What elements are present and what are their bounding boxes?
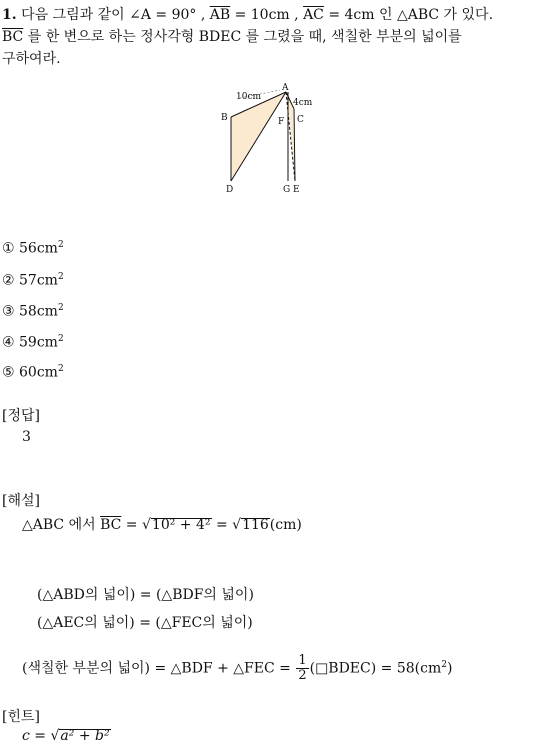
question-text-2: 를 한 변으로 하는 정사각형 BDEC 를 그렸을 때, 색칠한 부분의 넓이를 <box>23 29 462 45</box>
choice-value: 58cm <box>19 303 58 320</box>
closing-paren: ) <box>446 660 453 677</box>
sqrt-icon: √ <box>50 728 60 744</box>
label-g: G <box>283 185 291 195</box>
label-d: D <box>226 185 234 195</box>
question-line-2 <box>2 26 462 46</box>
choice-mark: ⑤ <box>2 364 15 381</box>
label-c: C <box>297 115 304 125</box>
segment-bc: $\overline{BC}$ <box>2 29 24 45</box>
fraction-half <box>296 654 308 683</box>
choice-value: 56cm <box>19 240 58 257</box>
length-ab: 10cm <box>236 92 262 102</box>
choice-exponent: 2 <box>57 272 64 282</box>
hint-formula <box>22 728 111 744</box>
segment-bc-solution: $\overline{BC}$ <box>100 517 122 533</box>
solution-line-1 <box>22 514 302 534</box>
choice-mark: ③ <box>2 303 15 320</box>
hint-label: [힌트] <box>2 709 40 725</box>
question-line-1 <box>2 4 493 24</box>
solution-line-4 <box>22 654 452 683</box>
choice-mark: ② <box>2 272 15 289</box>
equals-sign: = <box>121 517 142 533</box>
choice-1[interactable] <box>2 240 64 257</box>
hint-radicand: a² + b² <box>60 728 110 744</box>
result-exponent: 2 <box>441 659 447 670</box>
choice-2[interactable] <box>2 272 64 289</box>
question-number: 1. <box>2 7 17 23</box>
solution-line-3: (△AEC의 넓이) = (△FEC의 넓이) <box>37 615 253 631</box>
choice-3[interactable] <box>2 303 64 320</box>
radicand-2: 116 <box>242 517 269 533</box>
question-text-1c: = 4cm 인 △ABC 가 있다. <box>323 7 494 23</box>
choice-mark: ① <box>2 240 15 257</box>
choice-value: 60cm <box>19 364 58 381</box>
length-ac: 4cm <box>293 98 313 108</box>
choice-exponent: 2 <box>57 364 64 374</box>
solution-text: (색칠한 부분의 넓이) = △BDF + △FEC = <box>22 660 296 677</box>
solution-text: △ABC 에서 <box>22 517 101 533</box>
choice-mark: ④ <box>2 334 15 351</box>
choice-value: 59cm <box>19 334 58 351</box>
solution-line-2: (△ABD의 넓이) = (△BDF의 넓이) <box>37 587 254 603</box>
label-f: F <box>278 117 285 127</box>
fraction-denominator: 2 <box>298 668 307 683</box>
sqrt-icon: √ <box>232 517 242 533</box>
choice-4[interactable] <box>2 334 64 351</box>
equals-sign: = <box>211 517 233 533</box>
solution-result: (□BDEC) = 58(cm <box>309 660 442 677</box>
fraction-numerator: 1 <box>298 653 307 668</box>
question-line-3: 구하여라. <box>2 51 61 67</box>
choice-exponent: 2 <box>57 240 64 250</box>
label-e: E <box>293 185 300 195</box>
label-a: A <box>282 83 289 93</box>
choice-5[interactable] <box>2 364 64 381</box>
solution-label: [해설] <box>2 493 40 509</box>
sqrt-icon: √ <box>142 517 151 533</box>
radicand-1: 10² + 4² <box>151 517 211 533</box>
choice-exponent: 2 <box>57 303 64 313</box>
choice-exponent: 2 <box>57 334 64 344</box>
hint-text: c = <box>22 728 51 744</box>
geometry-figure <box>210 82 330 197</box>
question-text-1a: 다음 그림과 같이 ∠A = 90° , <box>21 7 210 23</box>
segment-ac: $\overline{AC}$ <box>303 7 324 23</box>
unit-cm: (cm) <box>269 517 302 533</box>
segment-ab: $\overline{AB}$ <box>209 7 231 23</box>
question-text-1b: = 10cm , <box>230 7 304 23</box>
answer-value: 3 <box>22 429 31 445</box>
answer-label: [정답] <box>2 408 40 424</box>
choice-value: 57cm <box>19 272 58 289</box>
label-b: B <box>221 113 228 123</box>
